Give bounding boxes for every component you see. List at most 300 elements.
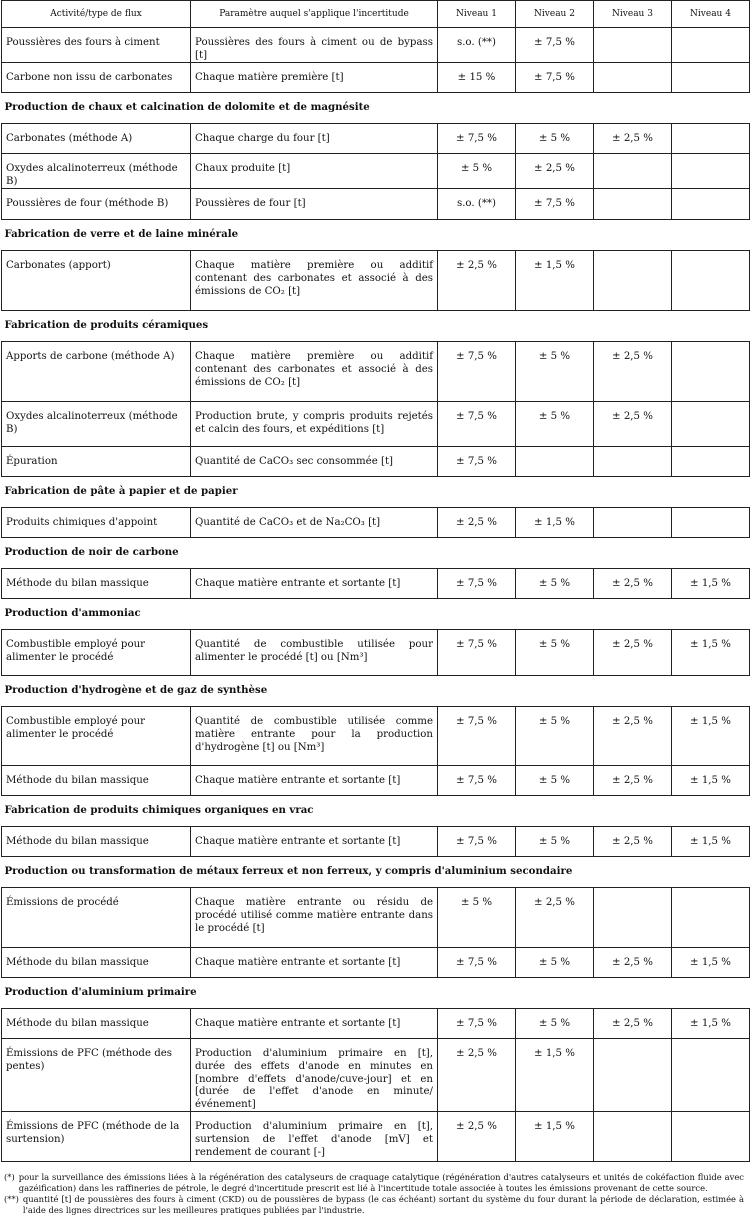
- activity-cell: [2, 124, 191, 154]
- activity-cell-text: Produits chimiques d'appoint: [6, 517, 158, 529]
- table-row: [2, 189, 750, 220]
- footnote-marker: (*): [4, 1172, 15, 1183]
- parameter-cell-text: Chaque matière entrante et sortante [t]: [195, 836, 401, 848]
- activity-cell: [2, 888, 191, 948]
- activity-cell: [2, 948, 191, 978]
- level-2-cell-text: ± 7,5 %: [534, 37, 575, 48]
- parameter-cell-text: Quantité de combustible utilisée pour alimenter le procédé [t] ou [Nm³]: [195, 639, 433, 663]
- level-1-cell-text: s.o. (**): [456, 198, 497, 210]
- level-2-cell: [516, 1009, 594, 1039]
- parameter-cell-text: Chaque matière entrante et sortante [t]: [195, 775, 401, 787]
- level-2-cell: [516, 630, 594, 676]
- activity-cell: [2, 189, 191, 220]
- level-4-cell: [672, 189, 750, 220]
- section-heading: [2, 857, 750, 888]
- level-3-cell-text: [594, 189, 671, 198]
- section-heading: [2, 676, 750, 707]
- level-1-cell: [438, 402, 516, 447]
- level-3-cell-text: ± 2,5 %: [612, 639, 653, 651]
- header-level-3: Niveau 3: [594, 1, 672, 28]
- parameter-cell: [191, 766, 438, 796]
- level-1-cell: [438, 154, 516, 189]
- table-row: [2, 827, 750, 857]
- parameter-cell-text: Chaque matière entrante et sortante [t]: [195, 1018, 401, 1030]
- level-2-cell-text: ± 7,5 %: [534, 72, 575, 84]
- level-1-cell: [438, 948, 516, 978]
- level-1-cell-text: ± 7,5 %: [456, 836, 497, 848]
- activity-cell-text: Méthode du bilan massique: [6, 957, 149, 969]
- level-3-cell-text: ± 2,5 %: [612, 775, 653, 787]
- parameter-cell: [191, 28, 438, 63]
- activity-cell-text: Apports de carbone (méthode A): [6, 351, 175, 363]
- parameter-cell: [191, 124, 438, 154]
- section-heading-row: [2, 311, 750, 342]
- level-2-cell: [516, 63, 594, 93]
- level-3-cell: [594, 569, 672, 599]
- level-2-cell: [516, 402, 594, 447]
- level-4-cell-text: [672, 1112, 749, 1121]
- section-heading-text: Fabrication de verre et de laine minérale: [4, 228, 239, 241]
- level-2-cell-text: ± 1,5 %: [534, 1121, 575, 1133]
- level-3-cell: [594, 251, 672, 311]
- activity-cell-text: Émissions de PFC (méthode des pentes): [6, 1048, 172, 1072]
- section-heading-text: Production ou transformation de métaux ferreux et non ferreux, y compris d'aluminium secondaire: [4, 865, 573, 878]
- level-3-cell-text: [594, 888, 671, 897]
- section-heading: [2, 796, 750, 827]
- activity-cell-text: Poussières des fours à ciment: [6, 37, 160, 48]
- level-2-cell: [516, 827, 594, 857]
- section-heading-row: [2, 220, 750, 251]
- table-row: [2, 1112, 750, 1162]
- level-2-cell: [516, 1112, 594, 1162]
- section-heading-text: Fabrication de pâte à papier et de papier: [4, 485, 238, 498]
- parameter-cell-text: Quantité de CaCO₃ et de Na₂CO₃ [t]: [195, 517, 381, 529]
- activity-cell-text: Épuration: [6, 456, 58, 468]
- level-1-cell-text: ± 2,5 %: [456, 1121, 497, 1133]
- level-4-cell: [672, 630, 750, 676]
- parameter-cell: [191, 342, 438, 402]
- level-1-cell: [438, 1039, 516, 1112]
- activity-cell-text: Méthode du bilan massique: [6, 578, 149, 590]
- section-heading-row: [2, 538, 750, 569]
- section-heading-text: Fabrication de produits chimiques organiques en vrac: [4, 804, 314, 817]
- level-2-cell-text: ± 5 %: [538, 1018, 571, 1030]
- level-1-cell: [438, 1112, 516, 1162]
- activity-cell: [2, 508, 191, 538]
- level-1-cell: [438, 189, 516, 220]
- level-3-cell: [594, 342, 672, 402]
- level-3-cell-text: [594, 154, 671, 163]
- level-4-cell: [672, 948, 750, 978]
- level-4-cell: [672, 402, 750, 447]
- level-3-cell: [594, 630, 672, 676]
- level-4-cell-text: ± 1,5 %: [690, 775, 731, 787]
- activity-cell: [2, 569, 191, 599]
- table-row: [2, 1039, 750, 1112]
- level-4-cell-text: [672, 342, 749, 351]
- parameter-cell: [191, 1009, 438, 1039]
- level-3-cell-text: [594, 28, 671, 37]
- level-1-cell-text: ± 7,5 %: [456, 716, 497, 728]
- level-2-cell-text: ± 2,5 %: [534, 163, 575, 175]
- header-level-1: Niveau 1: [438, 1, 516, 28]
- level-2-cell: [516, 707, 594, 766]
- level-1-cell-text: ± 7,5 %: [456, 578, 497, 590]
- level-1-cell: [438, 63, 516, 93]
- parameter-cell-text: Chaque matière entrante ou résidu de procédé utilisé comme matière entrante dans le procédé [t]: [195, 897, 433, 934]
- level-3-cell-text: ± 2,5 %: [612, 1018, 653, 1030]
- level-3-cell-text: ± 2,5 %: [612, 836, 653, 848]
- level-4-cell: [672, 154, 750, 189]
- parameter-cell: [191, 154, 438, 189]
- level-1-cell-text: ± 7,5 %: [456, 456, 497, 468]
- footnote: [4, 1172, 744, 1193]
- activity-cell: [2, 342, 191, 402]
- level-3-cell-text: [594, 251, 671, 260]
- section-heading: [2, 93, 750, 124]
- level-2-cell-text: ± 2,5 %: [534, 897, 575, 909]
- level-2-cell-text: ± 1,5 %: [534, 1048, 575, 1060]
- level-4-cell: [672, 1039, 750, 1112]
- activity-cell-text: Émissions de PFC (méthode de la surtension): [6, 1121, 180, 1145]
- table-row: [2, 508, 750, 538]
- footnote-text: quantité [t] de poussières des fours à ciment (CKD) ou de poussières de bypass (le cas échéant) sortant du système du four durant la période de déclaration, estimée à l'aide des lignes directrices sur les meilleures pratiques publiées par l'industrie.: [22, 1194, 744, 1215]
- level-2-cell: [516, 447, 594, 477]
- parameter-cell: [191, 827, 438, 857]
- level-2-cell-text: ± 7,5 %: [534, 198, 575, 210]
- level-1-cell: [438, 508, 516, 538]
- level-2-cell: [516, 251, 594, 311]
- level-1-cell: [438, 251, 516, 311]
- level-1-cell-text: ± 2,5 %: [456, 517, 497, 529]
- table-row: [2, 1009, 750, 1039]
- table-row: [2, 402, 750, 447]
- header-level-2: Niveau 2: [516, 1, 594, 28]
- parameter-cell-text: Quantité de combustible utilisée comme matière entrante pour la production d'hydrogène [t] ou [Nm³]: [195, 716, 433, 753]
- section-heading: [2, 220, 750, 251]
- level-4-cell-text: [672, 63, 749, 72]
- table-row: [2, 342, 750, 402]
- activity-cell-text: Poussières de four (méthode B): [6, 198, 169, 210]
- activity-cell-text: Carbone non issu de carbonates: [6, 72, 173, 84]
- level-4-cell: [672, 707, 750, 766]
- header-level-4: Niveau 4: [672, 1, 750, 28]
- level-4-cell: [672, 124, 750, 154]
- level-3-cell: [594, 124, 672, 154]
- parameter-cell-text: Chaque matière entrante et sortante [t]: [195, 578, 401, 590]
- activity-cell: [2, 1039, 191, 1112]
- level-3-cell: [594, 1039, 672, 1112]
- parameter-cell: [191, 189, 438, 220]
- header-parameter: Paramètre auquel s'applique l'incertitude: [191, 1, 438, 28]
- activity-cell-text: Oxydes alcalinoterreux (méthode B): [6, 163, 178, 187]
- level-3-cell: [594, 189, 672, 220]
- activity-cell: [2, 630, 191, 676]
- level-4-cell-text: [672, 124, 749, 133]
- table-header-row: [2, 1, 750, 28]
- level-4-cell-text: ± 1,5 %: [690, 578, 731, 590]
- level-4-cell: [672, 63, 750, 93]
- level-1-cell-text: ± 7,5 %: [456, 639, 497, 651]
- level-3-cell: [594, 888, 672, 948]
- level-1-cell-text: ± 15 %: [457, 72, 496, 84]
- level-4-cell-text: [672, 888, 749, 897]
- uncertainty-table: [1, 0, 750, 1162]
- level-4-cell-text: ± 1,5 %: [690, 716, 731, 728]
- footnotes: [0, 1162, 750, 1215]
- level-3-cell-text: [594, 1112, 671, 1121]
- parameter-cell-text: Chaque matière entrante et sortante [t]: [195, 957, 401, 969]
- table-row: [2, 124, 750, 154]
- level-4-cell-text: [672, 28, 749, 37]
- level-1-cell-text: ± 2,5 %: [456, 260, 497, 272]
- section-heading-text: Production de chaux et calcination de dolomite et de magnésite: [4, 101, 370, 114]
- level-4-cell-text: ± 1,5 %: [690, 1018, 731, 1030]
- level-2-cell: [516, 1039, 594, 1112]
- level-4-cell: [672, 766, 750, 796]
- activity-cell: [2, 707, 191, 766]
- activity-cell: [2, 1112, 191, 1162]
- parameter-cell: [191, 1039, 438, 1112]
- level-4-cell-text: [672, 402, 749, 411]
- table-row: [2, 154, 750, 189]
- level-1-cell-text: ± 7,5 %: [456, 411, 497, 423]
- activity-cell-text: Méthode du bilan massique: [6, 836, 149, 848]
- level-3-cell: [594, 402, 672, 447]
- level-2-cell-text: ± 5 %: [538, 716, 571, 728]
- section-heading-text: Production d'hydrogène et de gaz de synthèse: [4, 684, 268, 697]
- level-4-cell: [672, 888, 750, 948]
- section-heading-row: [2, 978, 750, 1009]
- level-1-cell: [438, 827, 516, 857]
- level-4-cell: [672, 28, 750, 63]
- level-1-cell-text: s.o. (**): [456, 37, 497, 48]
- table-row: [2, 948, 750, 978]
- level-4-cell-text: [672, 251, 749, 260]
- activity-cell: [2, 766, 191, 796]
- level-3-cell: [594, 766, 672, 796]
- level-3-cell: [594, 154, 672, 189]
- level-3-cell: [594, 1112, 672, 1162]
- activity-cell-text: Combustible employé pour alimenter le procédé: [6, 639, 146, 663]
- parameter-cell-text: Production d'aluminium primaire en [t], surtension de l'effet d'anode [mV] et rendement de courant [-]: [195, 1121, 433, 1158]
- section-heading-text: Production de noir de carbone: [4, 546, 179, 559]
- level-2-cell-text: ± 5 %: [538, 411, 571, 423]
- level-4-cell-text: [672, 1039, 749, 1048]
- parameter-cell-text: Chaux produite [t]: [195, 163, 291, 175]
- parameter-cell: [191, 888, 438, 948]
- table-row: [2, 888, 750, 948]
- section-heading: [2, 311, 750, 342]
- level-2-cell-text: ± 5 %: [538, 639, 571, 651]
- level-3-cell-text: [594, 508, 671, 517]
- level-2-cell-text: ± 1,5 %: [534, 260, 575, 272]
- footnote-marker: (**): [4, 1194, 19, 1205]
- level-3-cell-text: [594, 447, 671, 456]
- level-4-cell: [672, 447, 750, 477]
- level-1-cell-text: ± 7,5 %: [456, 775, 497, 787]
- parameter-cell-text: Chaque matière première ou additif contenant des carbonates et associé à des émissions de CO₂ [t]: [195, 260, 433, 297]
- table-row: [2, 447, 750, 477]
- level-1-cell: [438, 707, 516, 766]
- section-heading-row: [2, 477, 750, 508]
- footnote: [4, 1194, 744, 1215]
- level-2-cell: [516, 124, 594, 154]
- parameter-cell: [191, 707, 438, 766]
- level-4-cell: [672, 1009, 750, 1039]
- section-heading-row: [2, 599, 750, 630]
- table-row: [2, 63, 750, 93]
- level-3-cell-text: ± 2,5 %: [612, 716, 653, 728]
- level-2-cell: [516, 948, 594, 978]
- activity-cell: [2, 28, 191, 63]
- level-4-cell-text: ± 1,5 %: [690, 957, 731, 969]
- parameter-cell: [191, 508, 438, 538]
- parameter-cell-text: Chaque matière première ou additif contenant des carbonates et associé à des émissions de CO₂ [t]: [195, 351, 433, 388]
- parameter-cell-text: Poussières de four [t]: [195, 198, 306, 210]
- level-1-cell-text: ± 7,5 %: [456, 957, 497, 969]
- activity-cell-text: Carbonates (apport): [6, 260, 111, 272]
- section-heading-row: [2, 93, 750, 124]
- level-1-cell: [438, 888, 516, 948]
- level-2-cell-text: ± 5 %: [538, 133, 571, 145]
- level-3-cell-text: ± 2,5 %: [612, 578, 653, 590]
- table-row: [2, 569, 750, 599]
- level-1-cell-text: ± 7,5 %: [456, 133, 497, 145]
- activity-cell: [2, 827, 191, 857]
- table-row: [2, 28, 750, 63]
- section-heading-text: Production d'aluminium primaire: [4, 986, 197, 999]
- level-3-cell-text: ± 2,5 %: [612, 133, 653, 145]
- level-4-cell: [672, 342, 750, 402]
- parameter-cell-text: Chaque charge du four [t]: [195, 133, 330, 145]
- level-2-cell-text: ± 1,5 %: [534, 517, 575, 529]
- table-row: [2, 766, 750, 796]
- level-1-cell: [438, 447, 516, 477]
- level-2-cell: [516, 508, 594, 538]
- level-3-cell-text: ± 2,5 %: [612, 957, 653, 969]
- activity-cell: [2, 402, 191, 447]
- activity-cell-text: Méthode du bilan massique: [6, 775, 149, 787]
- level-1-cell-text: ± 5 %: [460, 163, 493, 175]
- section-heading-row: [2, 796, 750, 827]
- level-3-cell-text: ± 2,5 %: [612, 411, 653, 423]
- level-2-cell-text: ± 5 %: [538, 351, 571, 363]
- level-3-cell-text: [594, 1039, 671, 1048]
- activity-cell-text: Combustible employé pour alimenter le procédé: [6, 716, 146, 740]
- level-1-cell: [438, 342, 516, 402]
- table-row: [2, 630, 750, 676]
- level-3-cell: [594, 948, 672, 978]
- section-heading: [2, 477, 750, 508]
- level-4-cell-text: [672, 154, 749, 163]
- level-4-cell: [672, 569, 750, 599]
- footnote-text: pour la surveillance des émissions liées à la régénération des catalyseurs de craquage catalytique (régénération d'autres catalyseurs et unités de cokéfaction fluide avec gazéification) dans les raffineries de pétrole, le degré d'incertitude prescrit est lié à l'incertitude totale associée à toutes les émissions provenant de cette source.: [18, 1172, 744, 1193]
- activity-cell: [2, 63, 191, 93]
- table-row: [2, 251, 750, 311]
- level-1-cell-text: ± 7,5 %: [456, 1018, 497, 1030]
- parameter-cell: [191, 569, 438, 599]
- level-3-cell: [594, 827, 672, 857]
- level-1-cell-text: ± 2,5 %: [456, 1048, 497, 1060]
- level-3-cell: [594, 1009, 672, 1039]
- parameter-cell: [191, 630, 438, 676]
- parameter-cell: [191, 447, 438, 477]
- section-heading-row: [2, 676, 750, 707]
- level-1-cell: [438, 28, 516, 63]
- parameter-cell-text: Production d'aluminium primaire en [t], durée des effets d'anode en minutes en [nombre d'effets d'anode/cuve-jour] et en [durée de l'effet d'anode en minute/événement]: [195, 1048, 433, 1110]
- level-2-cell-text: ± 5 %: [538, 578, 571, 590]
- level-2-cell: [516, 888, 594, 948]
- parameter-cell-text: Poussières des fours à ciment ou de bypass [t]: [195, 37, 433, 61]
- level-3-cell-text: [594, 63, 671, 72]
- header-activity: Activité/type de flux: [2, 1, 191, 28]
- activity-cell: [2, 447, 191, 477]
- section-heading: [2, 538, 750, 569]
- section-heading-row: [2, 857, 750, 888]
- level-2-cell-text: ± 5 %: [538, 957, 571, 969]
- activity-cell: [2, 154, 191, 189]
- level-4-cell: [672, 827, 750, 857]
- level-4-cell-text: ± 1,5 %: [690, 836, 731, 848]
- parameter-cell: [191, 948, 438, 978]
- level-1-cell: [438, 124, 516, 154]
- level-4-cell: [672, 251, 750, 311]
- level-2-cell: [516, 154, 594, 189]
- level-4-cell: [672, 1112, 750, 1162]
- level-4-cell: [672, 508, 750, 538]
- table-body: [2, 28, 750, 1162]
- level-2-cell: [516, 342, 594, 402]
- parameter-cell-text: Chaque matière première [t]: [195, 72, 344, 84]
- level-4-cell-text: [672, 508, 749, 517]
- parameter-cell: [191, 402, 438, 447]
- section-heading: [2, 599, 750, 630]
- level-3-cell: [594, 508, 672, 538]
- level-2-cell-text: ± 5 %: [538, 836, 571, 848]
- level-2-cell: [516, 569, 594, 599]
- level-2-cell: [516, 766, 594, 796]
- level-2-cell-text: ± 5 %: [538, 775, 571, 787]
- table-row: [2, 707, 750, 766]
- level-1-cell: [438, 630, 516, 676]
- activity-cell-text: Oxydes alcalinoterreux (méthode B): [6, 411, 178, 435]
- level-4-cell-text: [672, 447, 749, 456]
- activity-cell: [2, 251, 191, 311]
- level-1-cell-text: ± 5 %: [460, 897, 493, 909]
- parameter-cell: [191, 1112, 438, 1162]
- level-2-cell: [516, 28, 594, 63]
- activity-cell-text: Émissions de procédé: [6, 897, 119, 909]
- level-1-cell: [438, 569, 516, 599]
- level-2-cell-text: [516, 447, 593, 456]
- section-heading-text: Production d'ammoniac: [4, 607, 141, 620]
- level-1-cell-text: ± 7,5 %: [456, 351, 497, 363]
- level-3-cell-text: ± 2,5 %: [612, 351, 653, 363]
- level-4-cell-text: [672, 189, 749, 198]
- level-3-cell: [594, 63, 672, 93]
- level-4-cell-text: ± 1,5 %: [690, 639, 731, 651]
- level-2-cell: [516, 189, 594, 220]
- activity-cell-text: Carbonates (méthode A): [6, 133, 133, 145]
- parameter-cell-text: Production brute, y compris produits rejetés et calcin des fours, et expéditions [t]: [195, 411, 433, 435]
- parameter-cell-text: Quantité de CaCO₃ sec consommée [t]: [195, 456, 394, 468]
- activity-cell: [2, 1009, 191, 1039]
- level-1-cell: [438, 766, 516, 796]
- level-3-cell: [594, 28, 672, 63]
- section-heading: [2, 978, 750, 1009]
- parameter-cell: [191, 251, 438, 311]
